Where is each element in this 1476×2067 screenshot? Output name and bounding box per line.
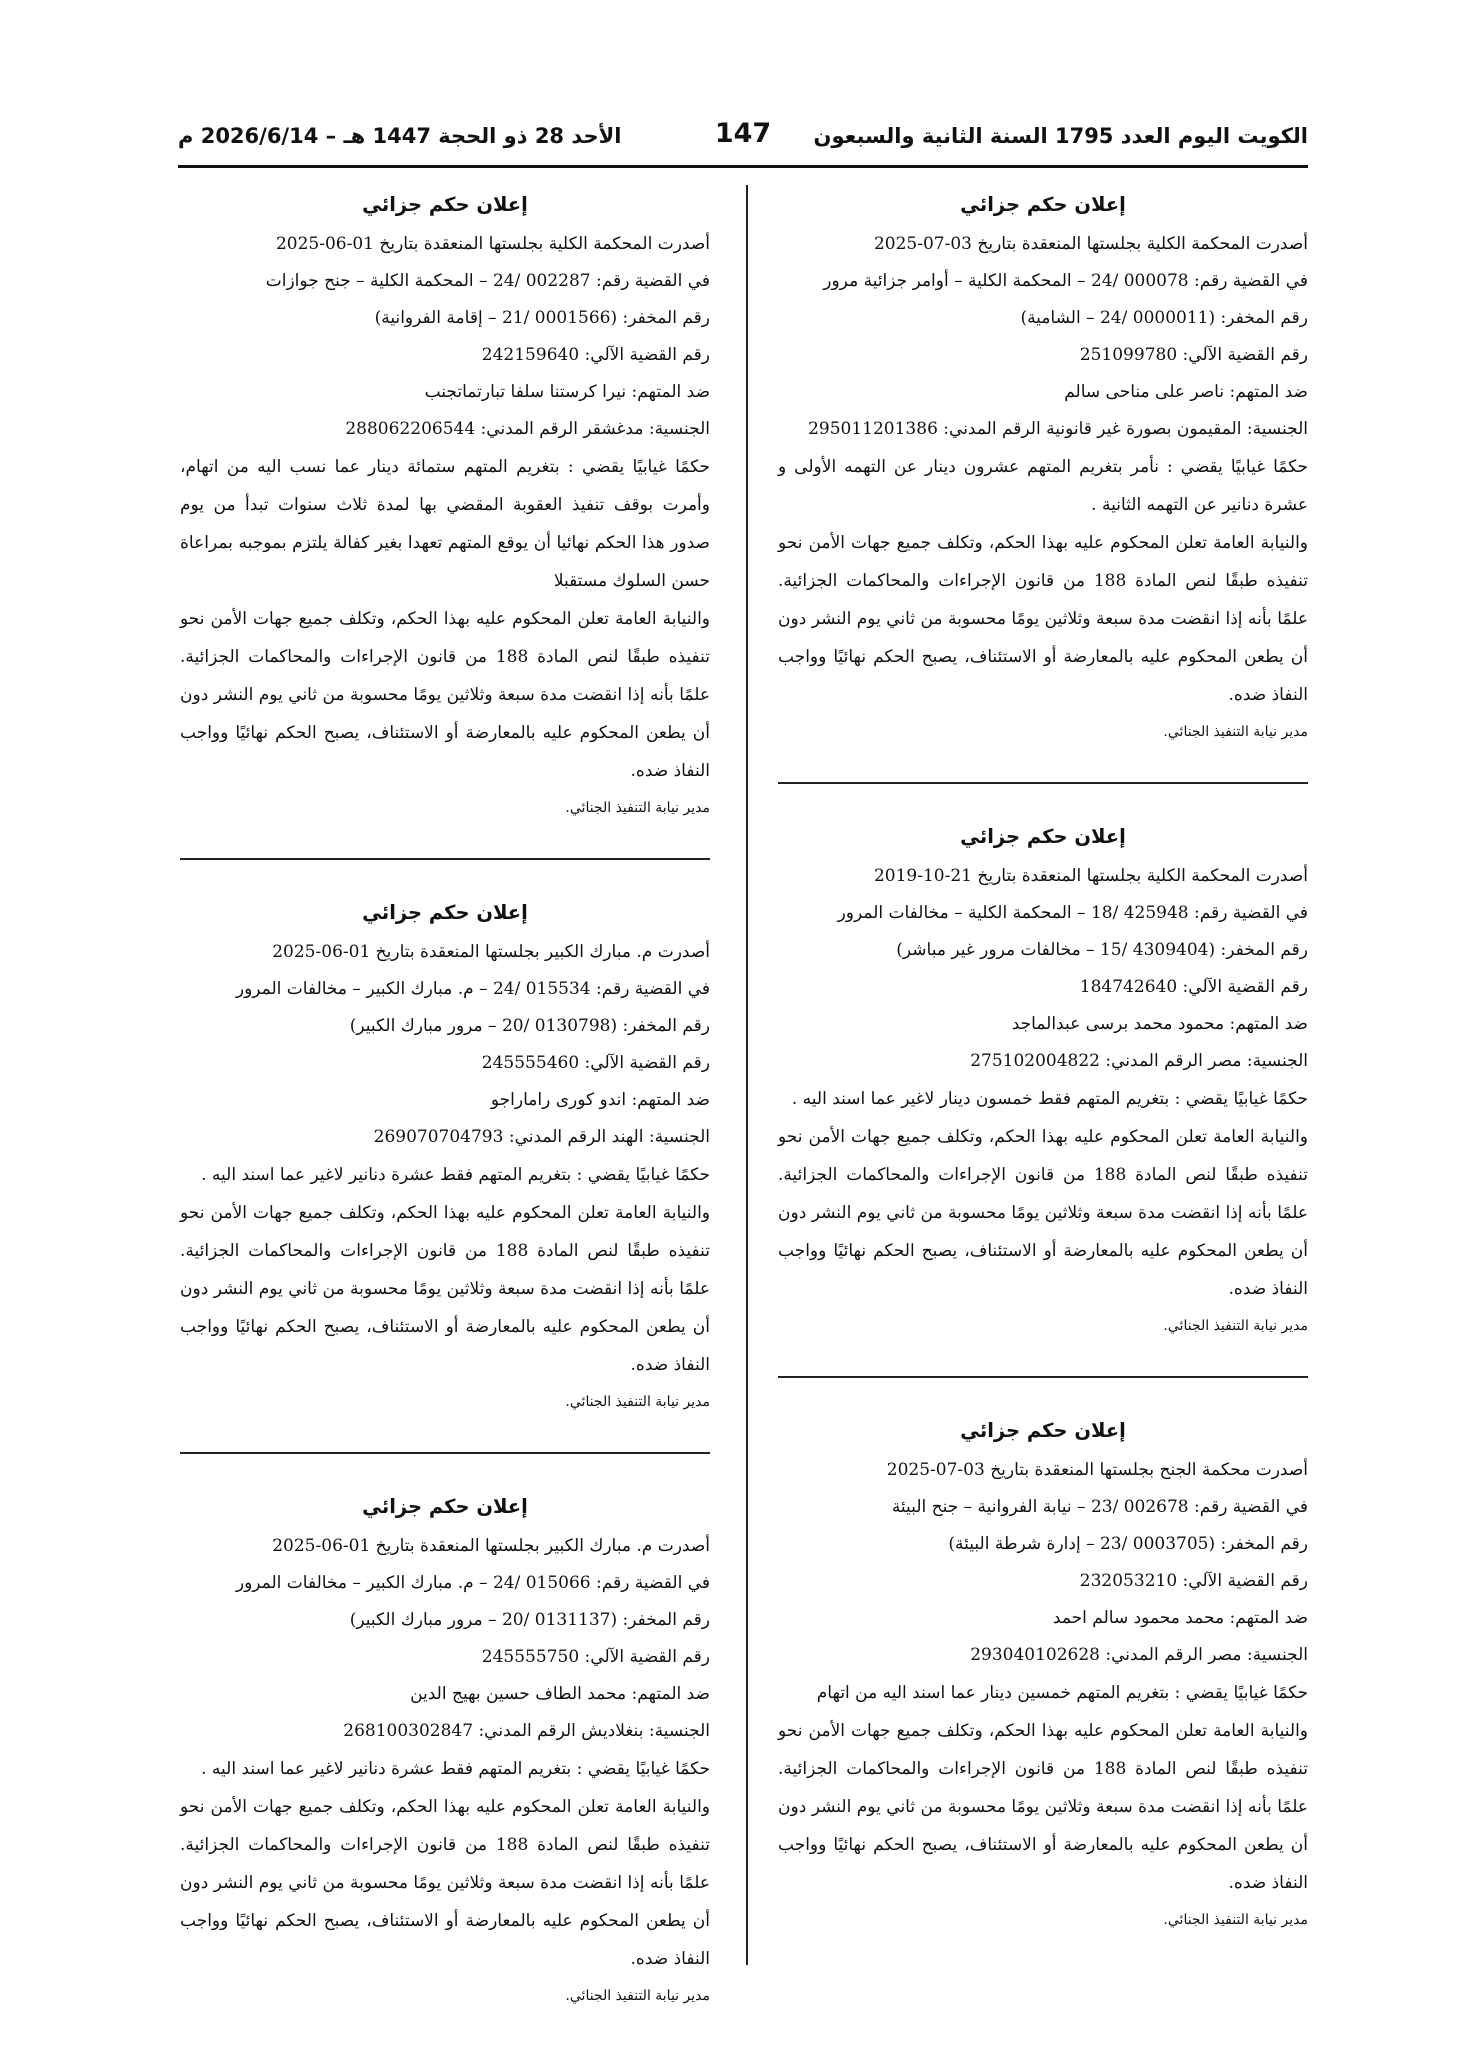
column-divider xyxy=(746,185,748,1965)
page-number: 147 xyxy=(714,118,772,149)
notice-verdict: حكمًا غيابيًا يقضي : بتغريم المتهم فقط عشرة دنانير لاغير عما اسند اليه . xyxy=(201,1165,710,1185)
notice-case-number: في القضية رقم: 015534 /24 – م. مبارك الكبير – مخالفات المرور xyxy=(235,979,710,999)
notice-verdict: حكمًا غيابيًا يقضي : بتغريم المتهم خمسين دينار عما اسند اليه من اتهام xyxy=(816,1683,1308,1703)
notice-nationality: الجنسية: بنغلاديش الرقم المدني: 268100302847 xyxy=(343,1721,710,1741)
notice-separator xyxy=(778,1376,1308,1378)
notice-enforcement: والنيابة العامة تعلن المحكوم عليه بهذا الحكم، وتكلف جميع جهات الأمن نحو تنفيذه طبقًا لنص المادة 188 من قانون الإجراءات والمحاكمات الجزائية. علمًا بأنه إذا انقضت مدة سبعة وثلاثين يومًا محسوبة من ثاني يوم النشر دون أن يطعن المحكوم عليه بالمعارضة أو الاستئناف، يصبح الحكم نهائيًا وواجب النفاذ ضده. xyxy=(778,1127,1308,1299)
notice-enforcement: والنيابة العامة تعلن المحكوم عليه بهذا الحكم، وتكلف جميع جهات الأمن نحو تنفيذه طبقًا لنص المادة 188 من قانون الإجراءات والمحاكمات الجزائية. علمًا بأنه إذا انقضت مدة سبعة وثلاثين يومًا محسوبة من ثاني يوم النشر دون أن يطعن المحكوم عليه بالمعارضة أو الاستئناف، يصبح الحكم نهائيًا وواجب النفاذ ضده. xyxy=(180,609,710,781)
notice-auto-case-number: رقم القضية الآلي: 242159640 xyxy=(481,345,710,365)
header-rule xyxy=(178,165,1308,168)
notice-separator xyxy=(180,858,710,860)
notice-signature: مدير نيابة التنفيذ الجنائي. xyxy=(1163,1318,1308,1334)
notice-issued: أصدرت محكمة الجنح بجلستها المنعقدة بتاريخ 03-07-2025 xyxy=(886,1460,1308,1480)
notice-defendant: ضد المتهم: ناصر على مناحى سالم xyxy=(1064,382,1308,402)
notice-nationality: الجنسية: مصر الرقم المدني: 275102004822 xyxy=(970,1051,1308,1071)
right-column xyxy=(778,190,1308,1936)
notice xyxy=(778,190,1308,748)
notice-signature: مدير نيابة التنفيذ الجنائي. xyxy=(1163,1912,1308,1928)
notice-defendant: ضد المتهم: اندو كورى راماراجو xyxy=(490,1090,710,1110)
notice-nationality: الجنسية: الهند الرقم المدني: 269070704793 xyxy=(373,1127,710,1147)
notice-issued: أصدرت المحكمة الكلية بجلستها المنعقدة بتاريخ 21-10-2019 xyxy=(873,866,1308,886)
notice xyxy=(778,822,1308,1342)
notice-case-number: في القضية رقم: 000078 /24 – المحكمة الكلية – أوامر جزائية مرور xyxy=(823,271,1308,291)
notice-station-number: رقم المخفر: (0003705 /23 – إدارة شرطة البيئة) xyxy=(948,1534,1308,1554)
notice-signature: مدير نيابة التنفيذ الجنائي. xyxy=(565,800,710,816)
notice-signature: مدير نيابة التنفيذ الجنائي. xyxy=(565,1394,710,1410)
notice-verdict: حكمًا غيابيًا يقضي : بتغريم المتهم فقط خمسون دينار لاغير عما اسند اليه . xyxy=(791,1089,1308,1109)
notice-enforcement: والنيابة العامة تعلن المحكوم عليه بهذا الحكم، وتكلف جميع جهات الأمن نحو تنفيذه طبقًا لنص المادة 188 من قانون الإجراءات والمحاكمات الجزائية. علمًا بأنه إذا انقضت مدة سبعة وثلاثين يومًا محسوبة من ثاني يوم النشر دون أن يطعن المحكوم عليه بالمعارضة أو الاستئناف، يصبح الحكم نهائيًا وواجب النفاذ ضده. xyxy=(180,1797,710,1969)
notice-enforcement: والنيابة العامة تعلن المحكوم عليه بهذا الحكم، وتكلف جميع جهات الأمن نحو تنفيذه طبقًا لنص المادة 188 من قانون الإجراءات والمحاكمات الجزائية. علمًا بأنه إذا انقضت مدة سبعة وثلاثين يومًا محسوبة من ثاني يوم النشر دون أن يطعن المحكوم عليه بالمعارضة أو الاستئناف، يصبح الحكم نهائيًا وواجب النفاذ ضده. xyxy=(778,1721,1308,1893)
notice xyxy=(180,898,710,1418)
notice-defendant: ضد المتهم: نيرا كرستنا سلفا تبارتماتجنب xyxy=(424,382,710,402)
left-column xyxy=(180,190,710,2012)
notice-title: إعلان حكم جزائي xyxy=(362,1495,528,1518)
notice-case-number: في القضية رقم: 425948 /18 – المحكمة الكلية – مخالفات المرور xyxy=(837,903,1308,923)
issue-date: الأحد 28 ذو الحجة 1447 هـ – 2026/6/14 م xyxy=(178,124,622,148)
notice-station-number: رقم المخفر: (0130798 /20 – مرور مبارك الكبير) xyxy=(349,1016,710,1036)
notice-title: إعلان حكم جزائي xyxy=(960,825,1126,848)
notice-station-number: رقم المخفر: (0001566 /21 – إقامة الفروانية) xyxy=(374,308,710,328)
page-header xyxy=(178,118,1308,162)
notice-defendant: ضد المتهم: محمود محمد برسى عبدالماجد xyxy=(1011,1014,1308,1034)
notice-issued: أصدرت م. مبارك الكبير بجلستها المنعقدة بتاريخ 01-06-2025 xyxy=(272,942,710,962)
notice-station-number: رقم المخفر: (0131137 /20 – مرور مبارك الكبير) xyxy=(349,1610,710,1630)
notice-title: إعلان حكم جزائي xyxy=(960,1419,1126,1442)
notice-nationality: الجنسية: مصر الرقم المدني: 293040102628 xyxy=(970,1645,1308,1665)
notice-auto-case-number: رقم القضية الآلي: 232053210 xyxy=(1079,1571,1308,1591)
notice xyxy=(180,1492,710,2012)
notice-verdict: حكمًا غيابيًا يقضي : بتغريم المتهم فقط عشرة دنانير لاغير عما اسند اليه . xyxy=(201,1759,710,1779)
gazette-issue: الكويت اليوم العدد 1795 السنة الثانية والسبعون xyxy=(813,124,1308,148)
notice-issued: أصدرت المحكمة الكلية بجلستها المنعقدة بتاريخ 03-07-2025 xyxy=(873,234,1308,254)
notice-signature: مدير نيابة التنفيذ الجنائي. xyxy=(565,1988,710,2004)
notice-case-number: في القضية رقم: 002678 /23 – نيابة الفروانية – جنح البيئة xyxy=(891,1497,1308,1517)
notice-enforcement: والنيابة العامة تعلن المحكوم عليه بهذا الحكم، وتكلف جميع جهات الأمن نحو تنفيذه طبقًا لنص المادة 188 من قانون الإجراءات والمحاكمات الجزائية. علمًا بأنه إذا انقضت مدة سبعة وثلاثين يومًا محسوبة من ثاني يوم النشر دون أن يطعن المحكوم عليه بالمعارضة أو الاستئناف، يصبح الحكم نهائيًا وواجب النفاذ ضده. xyxy=(778,533,1308,705)
notice-station-number: رقم المخفر: (0000011 /24 – الشامية) xyxy=(1020,308,1308,328)
notice-defendant: ضد المتهم: محمد محمود سالم احمد xyxy=(1052,1608,1308,1628)
notice-issued: أصدرت م. مبارك الكبير بجلستها المنعقدة بتاريخ 01-06-2025 xyxy=(272,1536,710,1556)
notice-auto-case-number: رقم القضية الآلي: 251099780 xyxy=(1079,345,1308,365)
notice-defendant: ضد المتهم: محمد الطاف حسين بهيج الدين xyxy=(410,1684,710,1704)
notice-title: إعلان حكم جزائي xyxy=(362,901,528,924)
notice-separator xyxy=(180,1452,710,1454)
notice-auto-case-number: رقم القضية الآلي: 245555460 xyxy=(481,1053,710,1073)
notice-signature: مدير نيابة التنفيذ الجنائي. xyxy=(1163,724,1308,740)
notice-nationality: الجنسية: مدغشقر الرقم المدني: 288062206544 xyxy=(345,419,710,439)
notice-case-number: في القضية رقم: 002287 /24 – المحكمة الكلية – جنح جوازات xyxy=(265,271,710,291)
notice-auto-case-number: رقم القضية الآلي: 245555750 xyxy=(481,1647,710,1667)
notice xyxy=(778,1416,1308,1936)
notice xyxy=(180,190,710,824)
notice-auto-case-number: رقم القضية الآلي: 184742640 xyxy=(1079,977,1308,997)
notice-enforcement: والنيابة العامة تعلن المحكوم عليه بهذا الحكم، وتكلف جميع جهات الأمن نحو تنفيذه طبقًا لنص المادة 188 من قانون الإجراءات والمحاكمات الجزائية. علمًا بأنه إذا انقضت مدة سبعة وثلاثين يومًا محسوبة من ثاني يوم النشر دون أن يطعن المحكوم عليه بالمعارضة أو الاستئناف، يصبح الحكم نهائيًا وواجب النفاذ ضده. xyxy=(180,1203,710,1375)
notice-title: إعلان حكم جزائي xyxy=(960,193,1126,216)
notice-verdict: حكمًا غيابيًا يقضي : نأمر بتغريم المتهم عشرون دينار عن التهمه الأولى و عشرة دنانير عن التهمه الثانية . xyxy=(778,457,1308,515)
notice-issued: أصدرت المحكمة الكلية بجلستها المنعقدة بتاريخ 01-06-2025 xyxy=(275,234,710,254)
notice-verdict: حكمًا غيابيًا يقضي : بتغريم المتهم ستمائة دينار عما نسب اليه من اتهام، وأمرت بوقف تنفيذ العقوبة المقضي بها لمدة ثلاث سنوات تبدأ من يوم صدور هذا الحكم نهائيا أن يوقع المتهم تعهدا بغير كفالة يلتزم بموجبه بمراعاة حسن السلوك مستقبلا xyxy=(180,457,710,591)
notice-separator xyxy=(778,782,1308,784)
notice-title: إعلان حكم جزائي xyxy=(362,193,528,216)
notice-nationality: الجنسية: المقيمون بصورة غير قانونية الرقم المدني: 295011201386 xyxy=(808,419,1308,439)
notice-station-number: رقم المخفر: (4309404 /15 – مخالفات مرور غير مباشر) xyxy=(896,940,1308,960)
notice-case-number: في القضية رقم: 015066 /24 – م. مبارك الكبير – مخالفات المرور xyxy=(235,1573,710,1593)
